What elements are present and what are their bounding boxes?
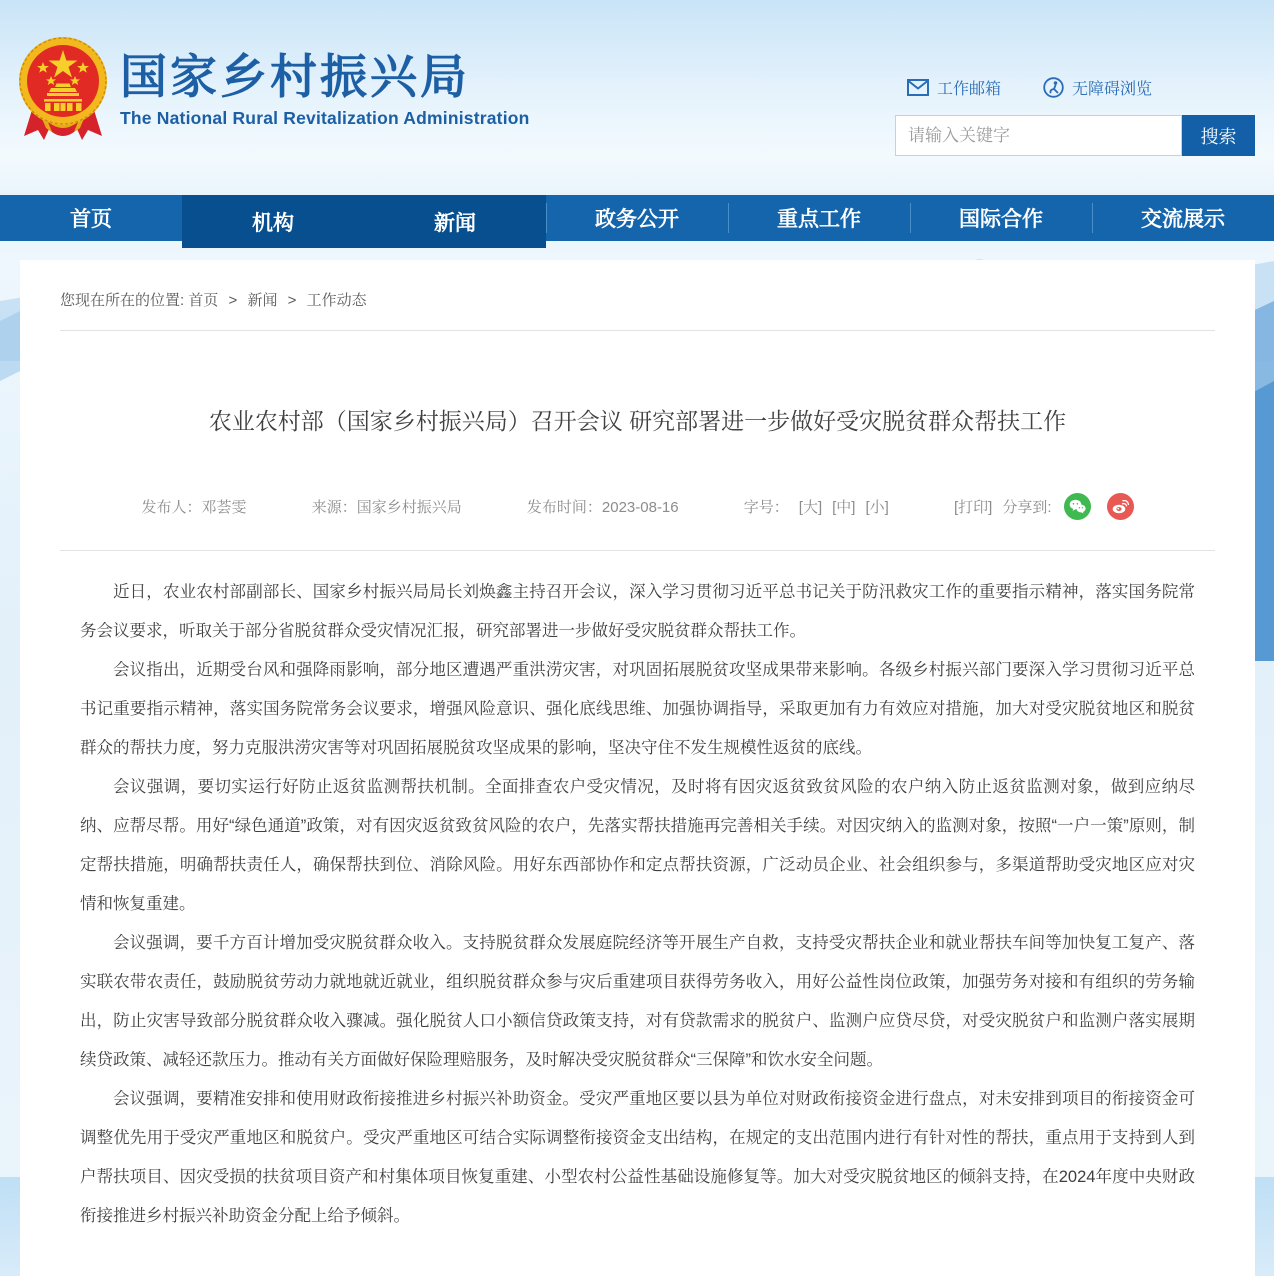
breadcrumb-separator: > [228, 292, 238, 309]
breadcrumb-divider [60, 330, 1215, 331]
nav-item-home[interactable]: 首页 [70, 208, 112, 231]
fontsize-label: 字号： [743, 499, 789, 516]
meta-divider [60, 550, 1215, 551]
work-mail-link[interactable] [907, 76, 1001, 99]
nav-item-intl-coop[interactable]: 国际合作 [910, 195, 1092, 241]
article-title: 农业农村部（国家乡村振兴局）召开会议 研究部署进一步做好受灾脱贫群众帮扶工作 [208, 408, 1067, 434]
site-title: 国家乡村振兴局 [120, 49, 470, 103]
breadcrumb [60, 260, 1215, 310]
breadcrumb-separator: > [287, 292, 297, 309]
weibo-icon [1112, 499, 1129, 514]
meta-print-share [954, 493, 1134, 520]
accessibility-link[interactable] [1043, 76, 1152, 99]
site-header [0, 0, 1274, 195]
site-title-english: The National Rural Revitalization Administration [120, 108, 530, 129]
search-input[interactable] [895, 115, 1182, 156]
breadcrumb-news[interactable]: 新闻 [247, 292, 278, 309]
envelope-icon [907, 79, 929, 96]
accessibility-icon [1043, 77, 1064, 98]
article-paragraph: 会议强调，要精准安排和使用财政衔接推进乡村振兴补助资金。受灾严重地区要以县为单位对财政衔接资金进行盘点，对未安排到项目的衔接资金可调整优先用于受灾严重地区和脱贫户。受灾严重地区可结合实际调整衔接资金支出结构，在规定的支出范围内进行有针对性的帮扶，重点用于支持到人到户帮扶项目、因灾受损的扶贫项目资产和村集体项目恢复重建、小型农村公益性基础设施修复等。加大对受灾脱贫地区的倾斜支持，在2024年度中央财政衔接推进乡村振兴补助资金分配上给予倾斜。 [80, 1090, 1195, 1225]
search-button[interactable]: 搜索 [1182, 115, 1255, 156]
article-paragraph: 近日，农业农村部副部长、国家乡村振兴局局长刘焕鑫主持召开会议，深入学习贯彻习近平总书记关于防汛救灾工作的重要指示精神，落实国务院常务会议要求，听取关于部分省脱贫群众受灾情况汇报，研究部署进一步做好受灾脱贫群众帮扶工作。 [80, 583, 1195, 640]
article-body [60, 573, 1215, 1236]
fontsize-large-button[interactable]: [大] [798, 499, 823, 516]
accessibility-label: 无障碍浏览 [1072, 81, 1153, 98]
meta-source: 来源：国家乡村振兴局 [311, 499, 462, 516]
fontsize-medium-button[interactable]: [中] [832, 499, 856, 516]
share-weibo-button[interactable] [1107, 493, 1134, 520]
nav-item-gov-affairs[interactable]: 政务公开 [546, 195, 728, 241]
article-paragraph: 会议强调，要切实运行好防止返贫监测帮扶机制。全面排查农户受灾情况，及时将有因灾返贫致贫风险的农户纳入防止返贫监测对象，做到应纳尽纳、应帮尽帮。用好“绿色通道”政策，对有因灾返贫致贫风险的农户，先落实帮扶措施再完善相关手续。对因灾纳入的监测对象，按照“一户一策”原则，制定帮扶措施，明确帮扶责任人，确保帮扶到位、消除风险。用好东西部协作和定点帮扶资源，广泛动员企业、社会组织参与，多渠道帮助受灾地区应对灾情和恢复重建。 [80, 778, 1195, 913]
national-emblem-logo [14, 32, 112, 144]
breadcrumb-work-updates[interactable]: 工作动态 [306, 292, 367, 309]
breadcrumb-prefix: 您现在所在的位置: [60, 292, 185, 309]
breadcrumb-home[interactable]: 首页 [188, 292, 219, 309]
nav-item-news[interactable]: 新闻 [364, 195, 546, 248]
site-brand[interactable] [14, 32, 530, 144]
meta-fontsize-controls [744, 496, 889, 517]
article-meta [142, 493, 1134, 520]
work-mail-label: 工作邮箱 [937, 81, 1002, 98]
content-panel [20, 260, 1255, 1276]
share-label: 分享到: [1002, 499, 1052, 516]
meta-publish-time: 发布时间：2023-08-16 [526, 499, 679, 516]
print-button[interactable]: [打印] [953, 499, 993, 516]
wechat-icon [1069, 499, 1086, 514]
article-paragraph: 会议指出，近期受台风和强降雨影响，部分地区遭遇严重洪涝灾害，对巩固拓展脱贫攻坚成果带来影响。各级乡村振兴部门要深入学习贯彻习近平总书记重要指示精神，落实国务院常务会议要求，增强风险意识、强化底线思维、加强协调指导，采取更加有力有效应对措施，加大对受灾脱贫地区和脱贫群众的帮扶力度，努力克服洪涝灾害等对巩固拓展脱贫攻坚成果的影响，坚决守住不发生规模性返贫的底线。 [80, 661, 1195, 757]
nav-item-org[interactable]: 机构 [182, 195, 364, 248]
nav-item-exchange[interactable]: 交流展示 [1092, 195, 1274, 241]
meta-publisher: 发布人：邓荟雯 [141, 499, 247, 516]
main-nav [0, 195, 1274, 241]
nav-item-key-work[interactable]: 重点工作 [728, 195, 910, 241]
share-wechat-button[interactable] [1064, 493, 1091, 520]
fontsize-small-button[interactable]: [小] [865, 499, 889, 516]
article-paragraph: 会议强调，要千方百计增加受灾脱贫群众收入。支持脱贫群众发展庭院经济等开展生产自救，支持受灾帮扶企业和就业帮扶车间等加快复工复产、落实联农带农责任，鼓励脱贫劳动力就地就近就业，组织脱贫群众参与灾后重建项目获得劳务收入，用好公益性岗位政策，加强劳务对接和有组织的劳务输出，防止灾害导致部分脱贫群众收入骤减。强化脱贫人口小额信贷政策支持，对有贷款需求的脱贫户、监测户应贷尽贷，对受灾脱贫户和监测户落实展期续贷政策、减轻还款压力。推动有关方面做好保险理赔服务，及时解决受灾脱贫群众“三保障”和饮水安全问题。 [80, 934, 1195, 1069]
